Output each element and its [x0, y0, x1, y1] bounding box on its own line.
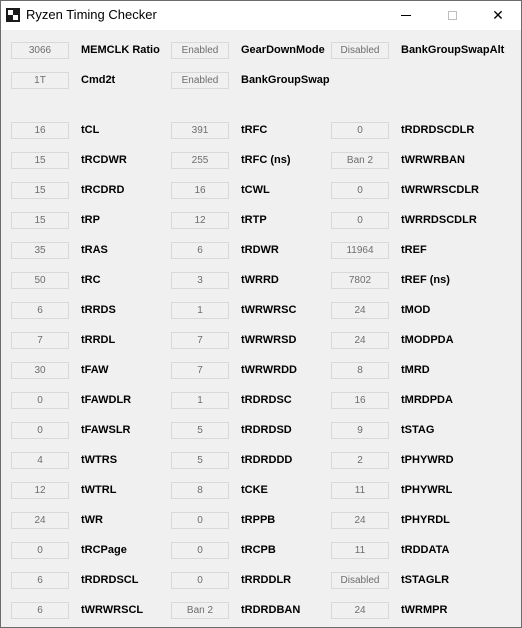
- tfawdlr-label: tFAWDLR: [81, 394, 132, 406]
- trp-value[interactable]: 15: [11, 212, 69, 229]
- cmd2t-label: Cmd2t: [81, 74, 116, 86]
- trddata-value[interactable]: 11: [331, 542, 389, 559]
- trcpb-value[interactable]: 0: [171, 542, 229, 559]
- tcwl-label: tCWL: [241, 184, 270, 196]
- twtrl-value[interactable]: 12: [11, 482, 69, 499]
- twrwrsd-value[interactable]: 7: [171, 332, 229, 349]
- tphywrl-value[interactable]: 11: [331, 482, 389, 499]
- trdrdscdlr-value[interactable]: 0: [331, 122, 389, 139]
- twrwrdd-value[interactable]: 7: [171, 362, 229, 379]
- timings-panel: [1, 30, 521, 627]
- trc-value[interactable]: 50: [11, 272, 69, 289]
- tcl-value[interactable]: 16: [11, 122, 69, 139]
- trp-label: tRP: [81, 214, 100, 226]
- memclk-ratio-value[interactable]: 3066: [11, 42, 69, 59]
- trppb-value[interactable]: 0: [171, 512, 229, 529]
- trcpage-value[interactable]: 0: [11, 542, 69, 559]
- minimize-icon: [401, 15, 411, 16]
- tcke-label: tCKE: [241, 484, 268, 496]
- tfawdlr-value[interactable]: 0: [11, 392, 69, 409]
- maximize-button[interactable]: [429, 1, 475, 30]
- twrwrscdlr-label: tWRWRSCDLR: [401, 184, 480, 196]
- tstaglr-value[interactable]: Disabled: [331, 572, 389, 589]
- trfc-label: tRFC: [241, 124, 268, 136]
- twtrs-value[interactable]: 4: [11, 452, 69, 469]
- twrrdscdlr-label: tWRRDSCDLR: [401, 214, 477, 226]
- trdrdsd-label: tRDRDSD: [241, 424, 292, 436]
- twrrd-label: tWRRD: [241, 274, 279, 286]
- twrwrsd-label: tWRWRSD: [241, 334, 297, 346]
- window-title: Ryzen Timing Checker: [26, 7, 157, 22]
- trdrdscl-value[interactable]: 6: [11, 572, 69, 589]
- twrwrban-label: tWRWRBAN: [401, 154, 465, 166]
- twrwrscdlr-value[interactable]: 0: [331, 182, 389, 199]
- trdwr-value[interactable]: 6: [171, 242, 229, 259]
- trfc-value[interactable]: 391: [171, 122, 229, 139]
- tmrd-label: tMRD: [401, 364, 430, 376]
- trcpage-label: tRCPage: [81, 544, 127, 556]
- trppb-label: tRPPB: [241, 514, 276, 526]
- trdrdban-label: tRDRDBAN: [241, 604, 301, 616]
- bankgroupswapalt-label: BankGroupSwapAlt: [401, 44, 505, 56]
- tmod-label: tMOD: [401, 304, 431, 316]
- tphywrl-label: tPHYWRL: [401, 484, 453, 496]
- twr-label: tWR: [81, 514, 103, 526]
- trtp-value[interactable]: 12: [171, 212, 229, 229]
- tmod-value[interactable]: 24: [331, 302, 389, 319]
- twrmpr-label: tWRMPR: [401, 604, 448, 616]
- memclk-ratio-label: MEMCLK Ratio: [81, 44, 160, 56]
- tref-ns-value[interactable]: 7802: [331, 272, 389, 289]
- trtp-label: tRTP: [241, 214, 267, 226]
- title-bar[interactable]: [1, 1, 521, 30]
- trdrdsc-label: tRDRDSC: [241, 394, 292, 406]
- tref-value[interactable]: 11964: [331, 242, 389, 259]
- app-icon: [6, 8, 20, 22]
- tphywrd-value[interactable]: 2: [331, 452, 389, 469]
- tcke-value[interactable]: 8: [171, 482, 229, 499]
- twrwrdd-label: tWRWRDD: [241, 364, 298, 376]
- twrwrscl-value[interactable]: 6: [11, 602, 69, 619]
- cmd2t-value[interactable]: 1T: [11, 72, 69, 89]
- trfc-ns-value[interactable]: 255: [171, 152, 229, 169]
- tmodpda-label: tMODPDA: [401, 334, 454, 346]
- trcdwr-value[interactable]: 15: [11, 152, 69, 169]
- trdrdsd-value[interactable]: 5: [171, 422, 229, 439]
- trcdrd-label: tRCDRD: [81, 184, 125, 196]
- tmrdpda-value[interactable]: 16: [331, 392, 389, 409]
- twtrs-label: tWTRS: [81, 454, 118, 466]
- geardownmode-value[interactable]: Enabled: [171, 42, 229, 59]
- trrdl-label: tRRDL: [81, 334, 116, 346]
- twr-value[interactable]: 24: [11, 512, 69, 529]
- maximize-icon: [448, 11, 457, 20]
- tstag-value[interactable]: 9: [331, 422, 389, 439]
- tphyrdl-label: tPHYRDL: [401, 514, 450, 526]
- trddata-label: tRDDATA: [401, 544, 450, 556]
- geardownmode-label: GearDownMode: [241, 44, 325, 56]
- trcdrd-value[interactable]: 15: [11, 182, 69, 199]
- tmodpda-value[interactable]: 24: [331, 332, 389, 349]
- tstag-label: tSTAG: [401, 424, 435, 436]
- trrds-label: tRRDS: [81, 304, 116, 316]
- tfaw-value[interactable]: 30: [11, 362, 69, 379]
- tras-label: tRAS: [81, 244, 108, 256]
- trfc-ns-label: tRFC (ns): [241, 154, 291, 166]
- trdrddd-label: tRDRDDD: [241, 454, 293, 466]
- tcl-label: tCL: [81, 124, 100, 136]
- bankgroupswapalt-value[interactable]: Disabled: [331, 42, 389, 59]
- twrwrban-value[interactable]: Ban 2: [331, 152, 389, 169]
- trdrdban-value[interactable]: Ban 2: [171, 602, 229, 619]
- tfaw-label: tFAW: [81, 364, 109, 376]
- twrrd-value[interactable]: 3: [171, 272, 229, 289]
- tstaglr-label: tSTAGLR: [401, 574, 450, 586]
- tphywrd-label: tPHYWRD: [401, 454, 454, 466]
- trdrddd-value[interactable]: 5: [171, 452, 229, 469]
- trcpb-label: tRCPB: [241, 544, 276, 556]
- tfawslr-label: tFAWSLR: [81, 424, 131, 436]
- tmrdpda-label: tMRDPDA: [401, 394, 453, 406]
- trcdwr-label: tRCDWR: [81, 154, 127, 166]
- close-button[interactable]: [475, 1, 521, 30]
- bankgroupswap-label: BankGroupSwap: [241, 74, 330, 86]
- twrwrsc-value[interactable]: 1: [171, 302, 229, 319]
- trdrdscdlr-label: tRDRDSCDLR: [401, 124, 475, 136]
- tref-label: tREF: [401, 244, 427, 256]
- trrddlr-value[interactable]: 0: [171, 572, 229, 589]
- tref-ns-label: tREF (ns): [401, 274, 450, 286]
- twrwrscl-label: tWRWRSCL: [81, 604, 144, 616]
- twrwrsc-label: tWRWRSC: [241, 304, 297, 316]
- trc-label: tRC: [81, 274, 101, 286]
- tcwl-value[interactable]: 16: [171, 182, 229, 199]
- tras-value[interactable]: 35: [11, 242, 69, 259]
- twrmpr-value[interactable]: 24: [331, 602, 389, 619]
- trdrdsc-value[interactable]: 1: [171, 392, 229, 409]
- trrdl-value[interactable]: 7: [11, 332, 69, 349]
- twrrdscdlr-value[interactable]: 0: [331, 212, 389, 229]
- tphyrdl-value[interactable]: 24: [331, 512, 389, 529]
- close-icon: ✕: [492, 7, 504, 23]
- tfawslr-value[interactable]: 0: [11, 422, 69, 439]
- trrds-value[interactable]: 6: [11, 302, 69, 319]
- minimize-button[interactable]: [383, 1, 429, 30]
- trdwr-label: tRDWR: [241, 244, 279, 256]
- trrddlr-label: tRRDDLR: [241, 574, 292, 586]
- twtrl-label: tWTRL: [81, 484, 117, 496]
- trdrdscl-label: tRDRDSCL: [81, 574, 139, 586]
- tmrd-value[interactable]: 8: [331, 362, 389, 379]
- bankgroupswap-value[interactable]: Enabled: [171, 72, 229, 89]
